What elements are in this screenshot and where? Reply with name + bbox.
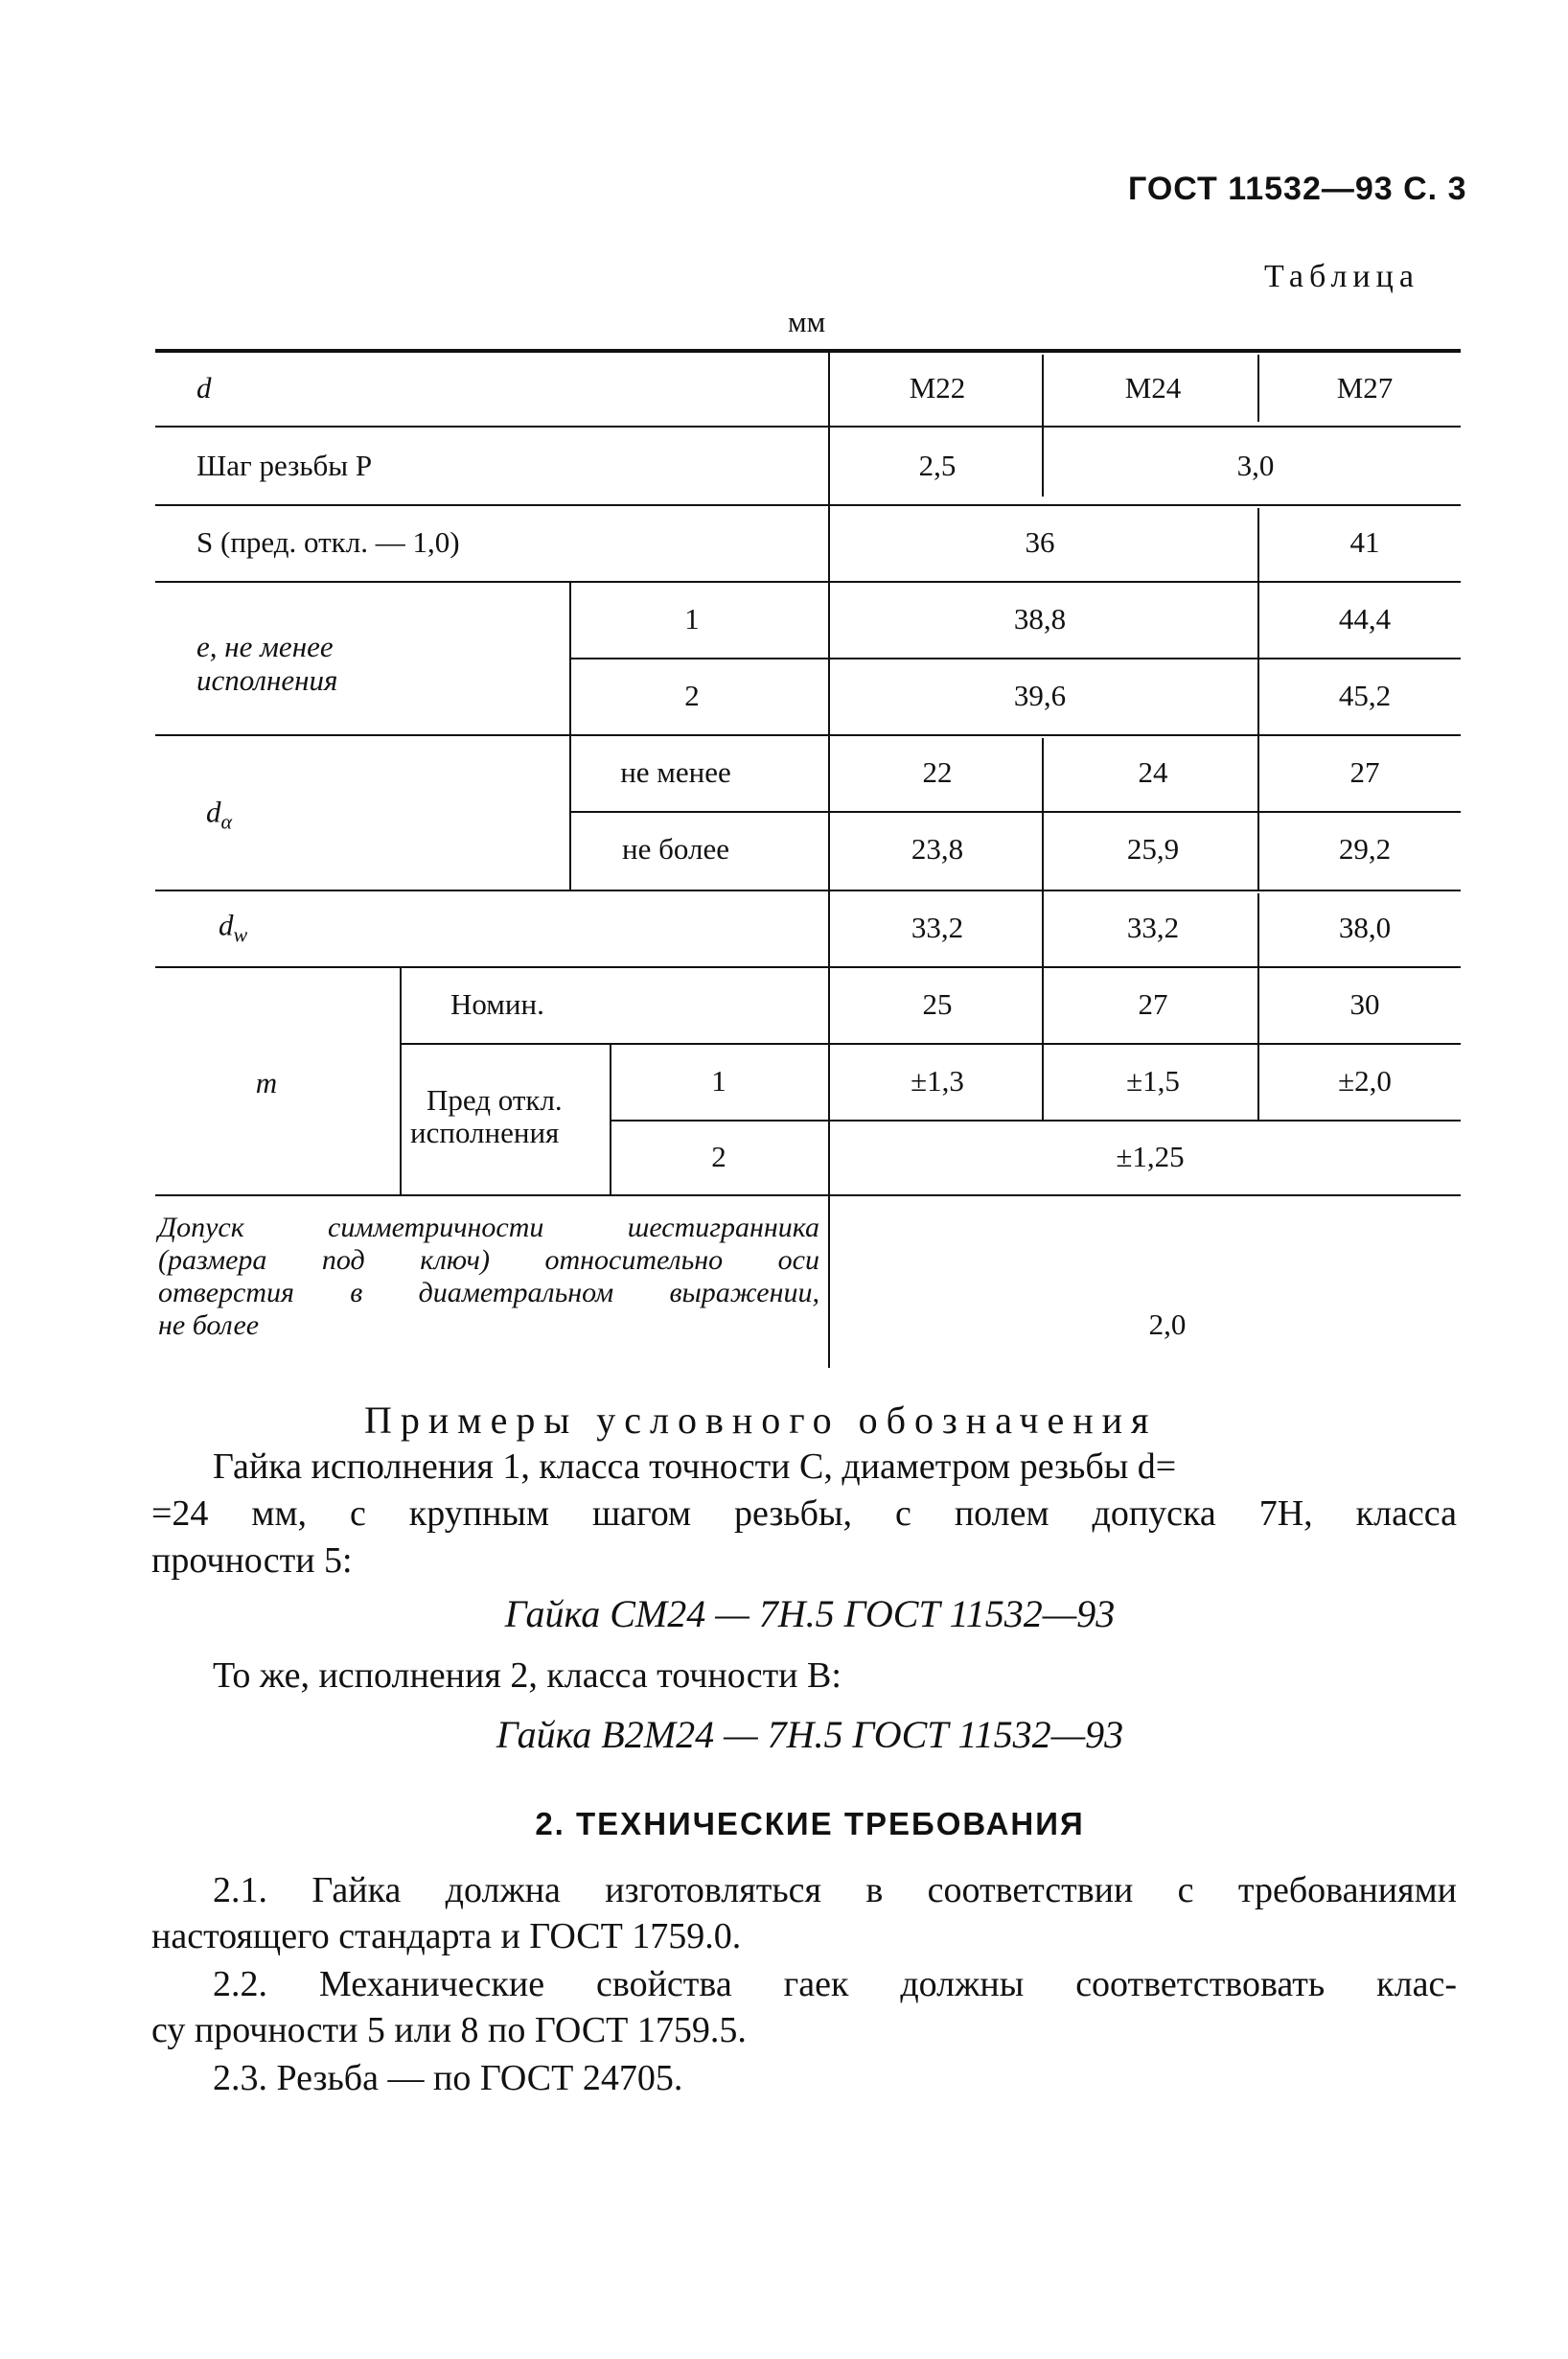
- m-dev-2-label: 2: [711, 1140, 726, 1173]
- col-header-m27: M27: [1336, 371, 1394, 405]
- designation-example-2: Гайка В2М24 — 7H.5 ГОСТ 11532—93: [496, 1713, 1124, 1756]
- example-1-line-3: прочности 5:: [151, 1540, 353, 1581]
- section-2-title: 2. ТЕХНИЧЕСКИЕ ТРЕБОВАНИЯ: [535, 1806, 1085, 1841]
- da-min-m22: 22: [922, 755, 953, 789]
- symmetry-tolerance-label: Допуск симметричности шестигранника (размера под ключ) относительно оси отверстия в диаметральном выражении, не более: [158, 1212, 819, 1341]
- m-dev-1-m24: ±1,5: [1126, 1064, 1180, 1098]
- example-1-line-1: Гайка исполнения 1, класса точности С, диаметром резьбы d=: [213, 1446, 1177, 1487]
- m-dev-1-m27: ±2,0: [1338, 1064, 1392, 1098]
- col-header-m24: M24: [1124, 371, 1182, 405]
- m-dev-label: Пред откл.: [427, 1083, 563, 1117]
- unit-label: мм: [788, 305, 826, 338]
- m-dev-2-all: ±1,25: [1116, 1140, 1185, 1173]
- col-header-m22: M22: [909, 371, 966, 405]
- pitch-m24-m27: 3,0: [1236, 449, 1275, 482]
- da-min-label: не менее: [620, 755, 731, 789]
- s-m27: 41: [1349, 525, 1380, 559]
- dw-m24: 33,2: [1126, 911, 1180, 944]
- m-nom-label: Номин.: [450, 987, 544, 1021]
- clause-2-2-line-1: 2.2. Механические свойства гаек должны соответствовать клас-: [213, 1964, 1457, 2004]
- da-min-m24: 24: [1138, 755, 1168, 789]
- m-dev-label-variant: исполнения: [410, 1116, 560, 1149]
- table-label: Таблица: [1264, 259, 1419, 294]
- row-m-label: m: [255, 1066, 278, 1099]
- row-e-label: e, не менее: [196, 630, 334, 663]
- clause-2-1-line-2: настоящего стандарта и ГОСТ 1759.0.: [151, 1916, 742, 1956]
- da-max-m27: 29,2: [1338, 832, 1392, 866]
- e-variant-1-label: 1: [684, 602, 700, 636]
- m-nom-m27: 30: [1349, 987, 1380, 1021]
- pitch-m22: 2,5: [918, 449, 957, 482]
- e-variant-1-m27: 44,4: [1338, 602, 1392, 636]
- dw-m22: 33,2: [911, 911, 964, 944]
- da-max-label: не более: [622, 832, 729, 866]
- m-nom-m24: 27: [1138, 987, 1168, 1021]
- e-variant-1-m22-m24: 38,8: [1013, 602, 1067, 636]
- designation-example-1: Гайка СМ24 — 7H.5 ГОСТ 11532—93: [504, 1592, 1116, 1635]
- document-reference: ГОСТ 11532—93 С. 3: [1128, 171, 1467, 207]
- symmetry-tolerance-value: 2,0: [1148, 1307, 1187, 1341]
- clause-2-2-line-2: су прочности 5 или 8 по ГОСТ 1759.5.: [151, 2010, 747, 2050]
- m-nom-m22: 25: [922, 987, 953, 1021]
- m-dev-1-m22: ±1,3: [911, 1064, 964, 1098]
- examples-heading: Примеры условного обозначения: [364, 1399, 1158, 1442]
- da-max-m22: 23,8: [911, 832, 964, 866]
- row-da-label: $d_\alpha$: [206, 795, 233, 834]
- m-dev-1-label: 1: [711, 1064, 726, 1098]
- example-1-line-2: =24 мм, с крупным шагом резьбы, с полем допуска 7H, класса: [151, 1493, 1457, 1534]
- clause-2-1-line-1: 2.1. Гайка должна изготовляться в соответствии с требованиями: [213, 1870, 1457, 1910]
- da-min-m27: 27: [1349, 755, 1380, 789]
- row-s-label: S (пред. откл. — 1,0): [196, 525, 460, 559]
- row-e-label-variant: исполнения: [196, 663, 338, 697]
- row-d-label: d: [196, 371, 212, 405]
- e-variant-2-m27: 45,2: [1338, 679, 1392, 712]
- clause-2-3: 2.3. Резьба — по ГОСТ 24705.: [213, 2058, 683, 2098]
- row-pitch-label: Шаг резьбы P: [196, 449, 373, 482]
- e-variant-2-m22-m24: 39,6: [1013, 679, 1067, 712]
- example-2-text: То же, исполнения 2, класса точности В:: [213, 1655, 842, 1696]
- e-variant-2-label: 2: [684, 679, 700, 712]
- da-max-m24: 25,9: [1126, 832, 1180, 866]
- s-m22-m24: 36: [1025, 525, 1055, 559]
- row-dw-label: $d_w$: [219, 908, 248, 947]
- dw-m27: 38,0: [1338, 911, 1392, 944]
